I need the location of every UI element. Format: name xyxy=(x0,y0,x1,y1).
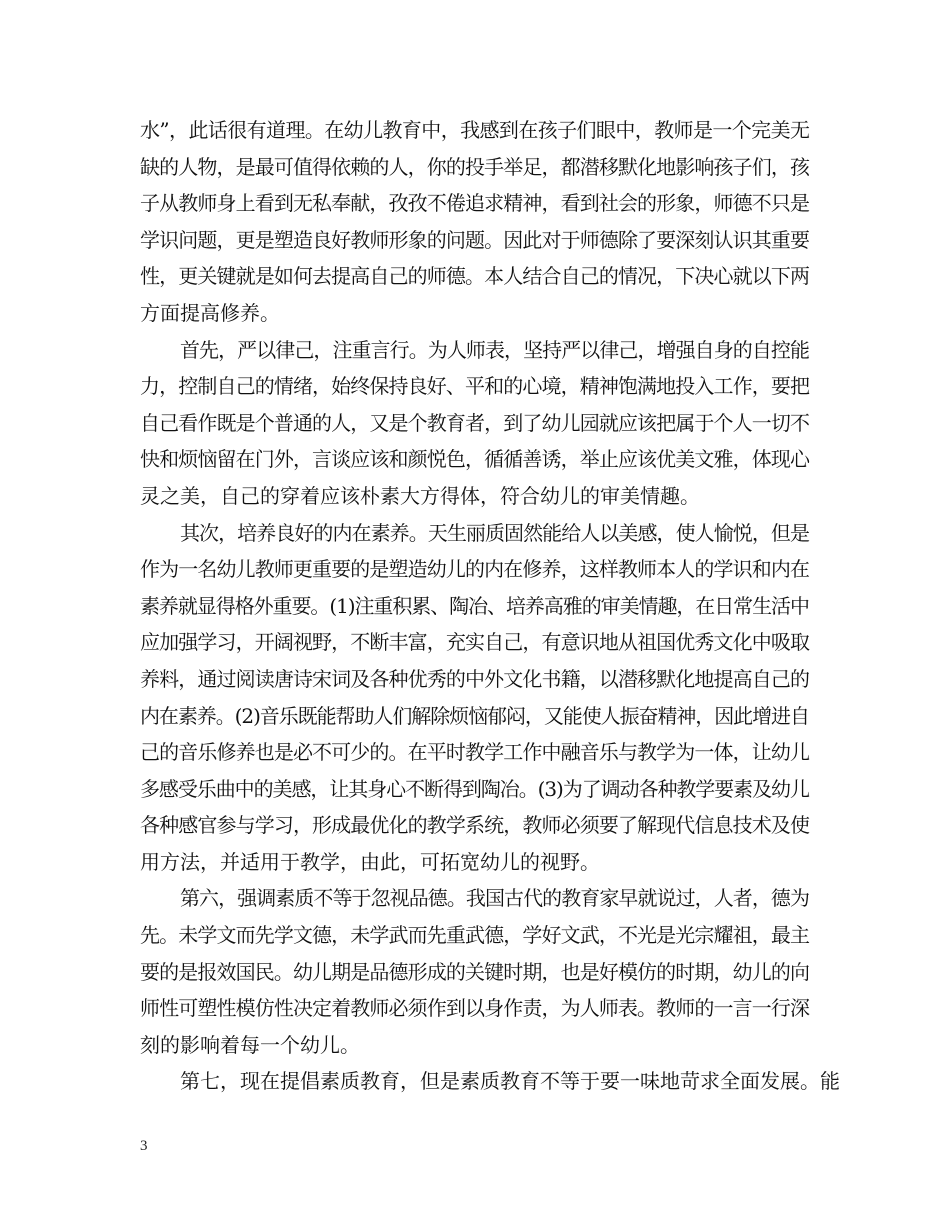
text-line: 第七，现在提倡素质教育，但是素质教育不等于要一味地苛求全面发展。能 xyxy=(180,1069,840,1094)
paragraph xyxy=(140,515,810,881)
text-line: 性，更关键就是如何去提高自己的师德。本人结合自己的情况，下决心就以下两 xyxy=(140,264,810,289)
text-line: 第六，强调素质不等于忽视品德。我国古代的教育家早就说过，人者，德为 xyxy=(180,886,810,911)
text-line: 师性可塑性模仿性决定着教师必须作到以身作责，为人师表。教师的一言一行深 xyxy=(140,996,810,1021)
paragraph xyxy=(140,332,810,515)
paragraph xyxy=(140,1063,840,1100)
text-line: 应加强学习，开阔视野，不断丰富，充实自己，有意识地从祖国优秀文化中吸取 xyxy=(140,630,810,655)
text-line: 用方法，并适用于教学，由此，可拓宽幼儿的视野。 xyxy=(140,849,600,874)
text-line: 内在素养。(2)音乐既能帮助人们解除烦恼郁闷，又能使人振奋精神，因此增进自 xyxy=(140,703,809,728)
text-line: 养料，通过阅读唐诗宋词及各种优秀的中外文化书籍，以潜移默化地提高自己的 xyxy=(140,666,810,691)
paragraph xyxy=(140,112,810,332)
text-line: 多感受乐曲中的美感，让其身心不断得到陶冶。(3)为了调动各种教学要素及幼儿 xyxy=(140,776,809,801)
text-line: 学识问题，更是塑造良好教师形象的问题。因此对于师德除了要深刻认识其重要 xyxy=(140,227,810,252)
text-line: 先。未学文而先学文德，未学武而先重武德，学好文武，不光是光宗耀祖，最主 xyxy=(140,923,810,948)
text-line: 首先，严以律己，注重言行。为人师表，坚持严以律己，增强自身的自控能 xyxy=(180,337,810,362)
paragraph xyxy=(140,880,810,1063)
text-line: 要的是报效国民。幼儿期是品德形成的关键时期，也是好模仿的时期，幼儿的向 xyxy=(140,959,810,984)
text-line: 水”，此话很有道理。在幼儿教育中，我感到在孩子们眼中，教师是一个完美无 xyxy=(140,118,810,142)
text-line: 缺的人物，是最可值得依赖的人，你的投手举足，都潜移默化地影响孩子们，孩 xyxy=(140,154,810,179)
text-line: 己的音乐修养也是必不可少的。在平时教学工作中融音乐与教学为一体，让幼儿 xyxy=(140,740,810,765)
body-text xyxy=(140,112,840,1100)
text-line: 作为一名幼儿教师更重要的是塑造幼儿的内在修养，这样教师本人的学识和内在 xyxy=(140,557,810,582)
text-line: 灵之美，自己的穿着应该朴素大方得体，符合幼儿的审美情趣。 xyxy=(140,483,700,508)
text-line: 快和烦恼留在门外，言谈应该和颜悦色，循循善诱，举止应该优美文雅，体现心 xyxy=(140,447,810,472)
text-line: 各种感官参与学习，形成最优化的教学系统，教师必须要了解现代信息技术及使 xyxy=(140,813,810,838)
text-line: 刻的影响着每一个幼儿。 xyxy=(140,1032,360,1057)
text-line: 自己看作既是个普通的人，又是个教育者，到了幼儿园就应该把属于个人一切不 xyxy=(140,410,810,435)
text-line: 其次，培养良好的内在素养。天生丽质固然能给人以美感，使人愉悦，但是 xyxy=(180,520,810,545)
text-line: 力，控制自己的情绪，始终保持良好、平和的心境，精神饱满地投入工作，要把 xyxy=(140,374,810,399)
text-line: 素养就显得格外重要。(1)注重积累、陶冶、培养高雅的审美情趣，在日常生活中 xyxy=(140,593,809,618)
page-number: 3 xyxy=(140,1138,148,1154)
text-line: 子从教师身上看到无私奉献，孜孜不倦追求精神，看到社会的形象，师德不只是 xyxy=(140,191,810,216)
text-line: 方面提高修养。 xyxy=(140,300,280,325)
